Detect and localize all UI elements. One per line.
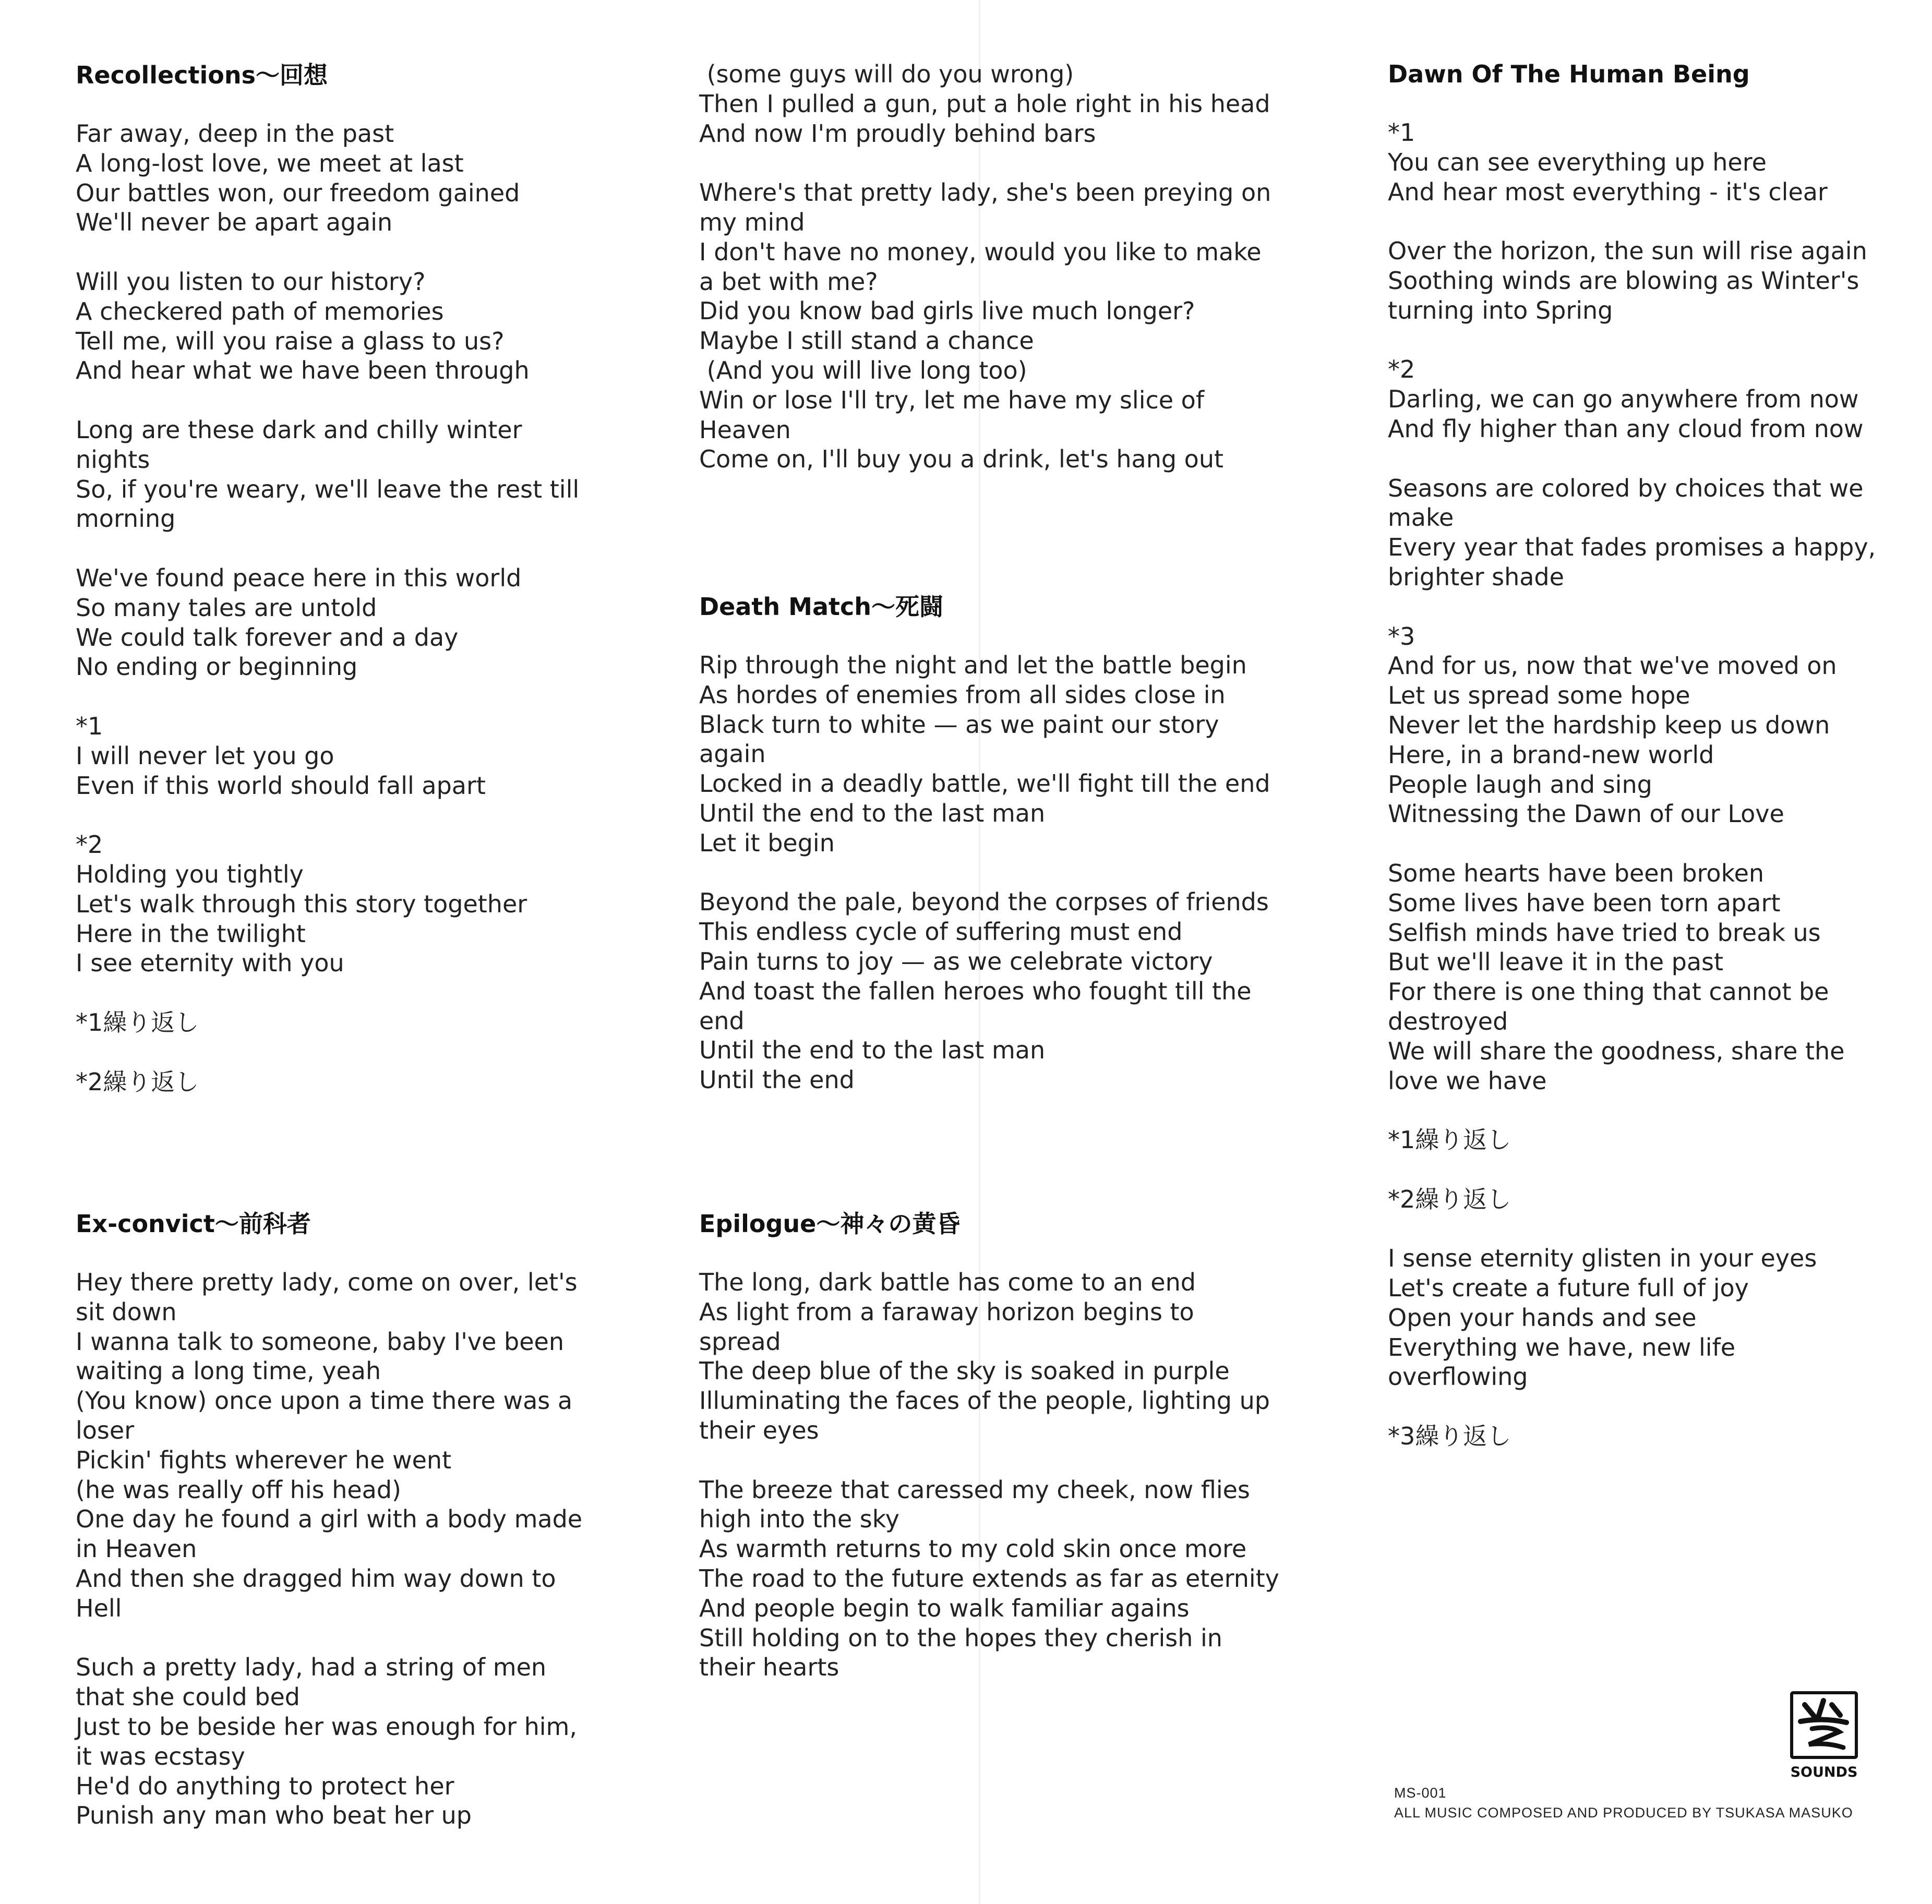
song-title: Epilogue～神々の黄昏 (699, 1210, 961, 1238)
song-title: Death Match～死闘 (699, 593, 943, 621)
song-ex-convict-continued (699, 59, 1271, 474)
song-title: Recollections～回想 (76, 61, 328, 89)
song-lyrics: (some guys will do you wrong) Then I pulled a gun, put a hole right in his head And now I'm proudly behind bars Where's that pretty lady, she's been preying on my mind I don't have no money, would you like to make a bet with me? Did you know bad girls live much longer? Maybe I still stand a chance (And you will live long too) Win or lose I'll try, let me have my slice of Heaven Come on, I'll buy you a drink, let's hang out (699, 60, 1271, 474)
song-lyrics: Hey there pretty lady, come on over, let's sit down I wanna talk to someone, baby I've been waiting a long time, yeah (You know) once upon a time there was a loser Pickin' fights wherever he went (he was really off his head) One day he found a girl with a body made in Heaven And then she dragged him way down to Hell Such a pretty lady, had a string of men that she could bed Just to be beside her was enough for him, it was ecstasy He'd do anything to protect her Punish any man who beat her up (76, 1268, 583, 1830)
catalog-number: MS-001 (1394, 1785, 1447, 1801)
label-logo-icon (1790, 1691, 1858, 1759)
label-logo (1778, 1681, 1867, 1780)
song-lyrics: Far away, deep in the past A long-lost love, we meet at last Our battles won, our freedom gained We'll never be apart again Will you listen to our history? A checkered path of memories Tell me, will you raise a glass to us? And hear what we have been through Long are these dark and chilly winter nights So, if you're weary, we'll leave the rest till morning We've found peace here in this world So many tales are untold We could talk forever and a day No ending or beginning *1 I will never let you go Even if this world should fall apart *2 Holding you tightly Let's walk through this story together Here in the twilight I see eternity with you *1繰り返し *2繰り返し (76, 119, 580, 1096)
song-recollections (76, 61, 618, 1096)
composer-credit: ALL MUSIC COMPOSED AND PRODUCED BY TSUKASA MASUKO (1394, 1805, 1853, 1821)
song-title: Ex-convict～前科者 (76, 1210, 311, 1238)
song-lyrics: The long, dark battle has come to an end As light from a faraway horizon begins to spread The deep blue of the sky is soaked in purple Illuminating the faces of the people, lighting up their eyes The breeze that caressed my cheek, now flies high into the sky As warmth returns to my cold skin once more The road to the future extends as far as eternity And people begin to walk familiar agains Still holding on to the hopes they cherish in their hearts (699, 1268, 1279, 1682)
credits-block (1394, 1783, 1853, 1823)
song-title: Dawn Of The Human Being (1388, 60, 1750, 88)
song-lyrics: *1 You can see everything up here And hear most everything - it's clear Over the horizon, the sun will rise again Soothing winds are blowing as Winter's turning into Spring *2 Darling, we can go anywhere from now And fly higher than any cloud from now Seasons are colored by choices that we make Every year that fades promises a happy, brighter shade *3 And for us, now that we've moved on Let us spread some hope Never let the hardship keep us down Here, in a brand-new world People laugh and sing Witnessing the Dawn of our Love Some hearts have been broken Some lives have been torn apart Selfish minds have tried to break us But we'll leave it in the past For there is one thing that cannot be destroyed We will share the goodness, share the love we have *1繰り返し *2繰り返し I sense eternity glisten in your eyes Let's create a future full of joy Open your hands and see Everything we have, new life overflowing *3繰り返し (1388, 118, 1876, 1451)
label-name: SOUNDS (1790, 1764, 1858, 1780)
song-dawn-of-the-human-being (1388, 59, 1930, 1451)
song-epilogue (699, 1209, 1279, 1682)
song-ex-convict (76, 1209, 618, 1830)
song-death-match (699, 592, 1270, 1095)
song-lyrics: Rip through the night and let the battle begin As hordes of enemies from all sides close in Black turn to white — as we paint our story again Locked in a deadly battle, we'll fight till the end Until the end to the last man Let it begin Beyond the pale, beyond the corpses of friends This endless cycle of suffering must end Pain turns to joy — as we celebrate victory And toast the fallen heroes who fought till the end Until the end to the last man Until the end (699, 651, 1270, 1094)
